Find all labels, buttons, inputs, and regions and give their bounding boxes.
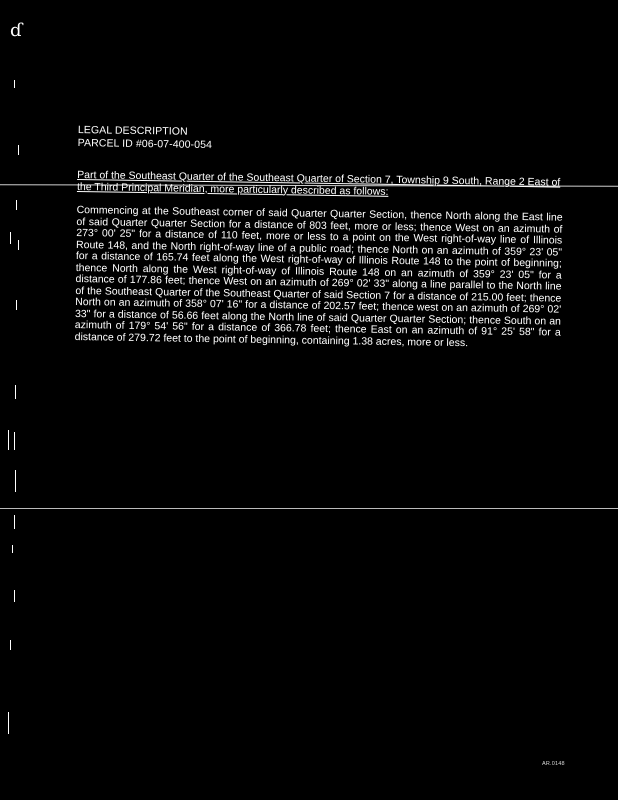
scan-artifact — [14, 590, 15, 602]
scan-artifact — [8, 712, 9, 734]
intro-text: Part of the Southeast Quarter of the Southeast Quarter of Section 7, Township 9 South, Range 2 East of the Third Principal Meridian, more particularly described as follows: — [76, 168, 561, 198]
scan-artifact — [14, 80, 15, 88]
scan-artifact — [14, 432, 15, 450]
scan-artifact — [16, 300, 17, 310]
document-stamp: AR.0148 — [542, 761, 565, 767]
scan-artifact — [10, 640, 11, 650]
scan-artifact — [10, 232, 11, 244]
scan-artifact — [18, 240, 19, 250]
document-title: LEGAL DESCRIPTION — [77, 124, 188, 138]
scan-artifact — [15, 385, 16, 399]
corner-mark-icon: ɗ — [10, 20, 23, 41]
scan-artifact — [16, 200, 17, 210]
parcel-id: PARCEL ID #06-07-400-054 — [77, 136, 213, 152]
scan-artifact — [18, 145, 19, 155]
legal-description — [75, 124, 564, 351]
description-paragraph: Commencing at the Southeast corner of said Quarter Quarter Section, thence North along the East line of said Quarter Quarter Section for a distance of 803 feet, more or less; thence West on an azimuth of 273° 00' 25" for a distance of 110 feet, more or less to a point on the West right-of-way line of Illinois Route 148, and the North right-of-way line of a public road; thence North on an azimuth of 359° 23' 05" for a distance of 165.74 feet along the West right-of-way of Illinois Route 148 to the point of beginning; thence North along the West right-of-way of Illinois Route 148 on an azimuth of 359° 23' 05" for a distance of 177.86 feet; thence West on an azimuth of 269° 02' 33" along a line parallel to the North line of the Southeast Quarter of the Southeast Quarter of said Section 7 for a distance of 215.00 feet; thence North on an azimuth of 358° 07' 16" for a distance of 202.57 feet; thence west on an azimuth of 269° 02' 33" for a distance of 56.66 feet along the North line of said Quarter Quarter Section; thence South on an azimuth of 179° 54' 56" for a distance of 366.78 feet; thence East on an azimuth of 91° 25' 58" for a distance of 279.72 feet to the point of beginning, containing 1.38 acres, more or less. — [74, 203, 563, 349]
scan-artifact — [14, 515, 15, 529]
scan-line-lower — [0, 508, 618, 509]
scan-artifact — [8, 430, 9, 450]
intro-paragraph — [77, 170, 563, 201]
scan-artifact — [12, 545, 13, 553]
scan-artifact — [15, 470, 16, 492]
